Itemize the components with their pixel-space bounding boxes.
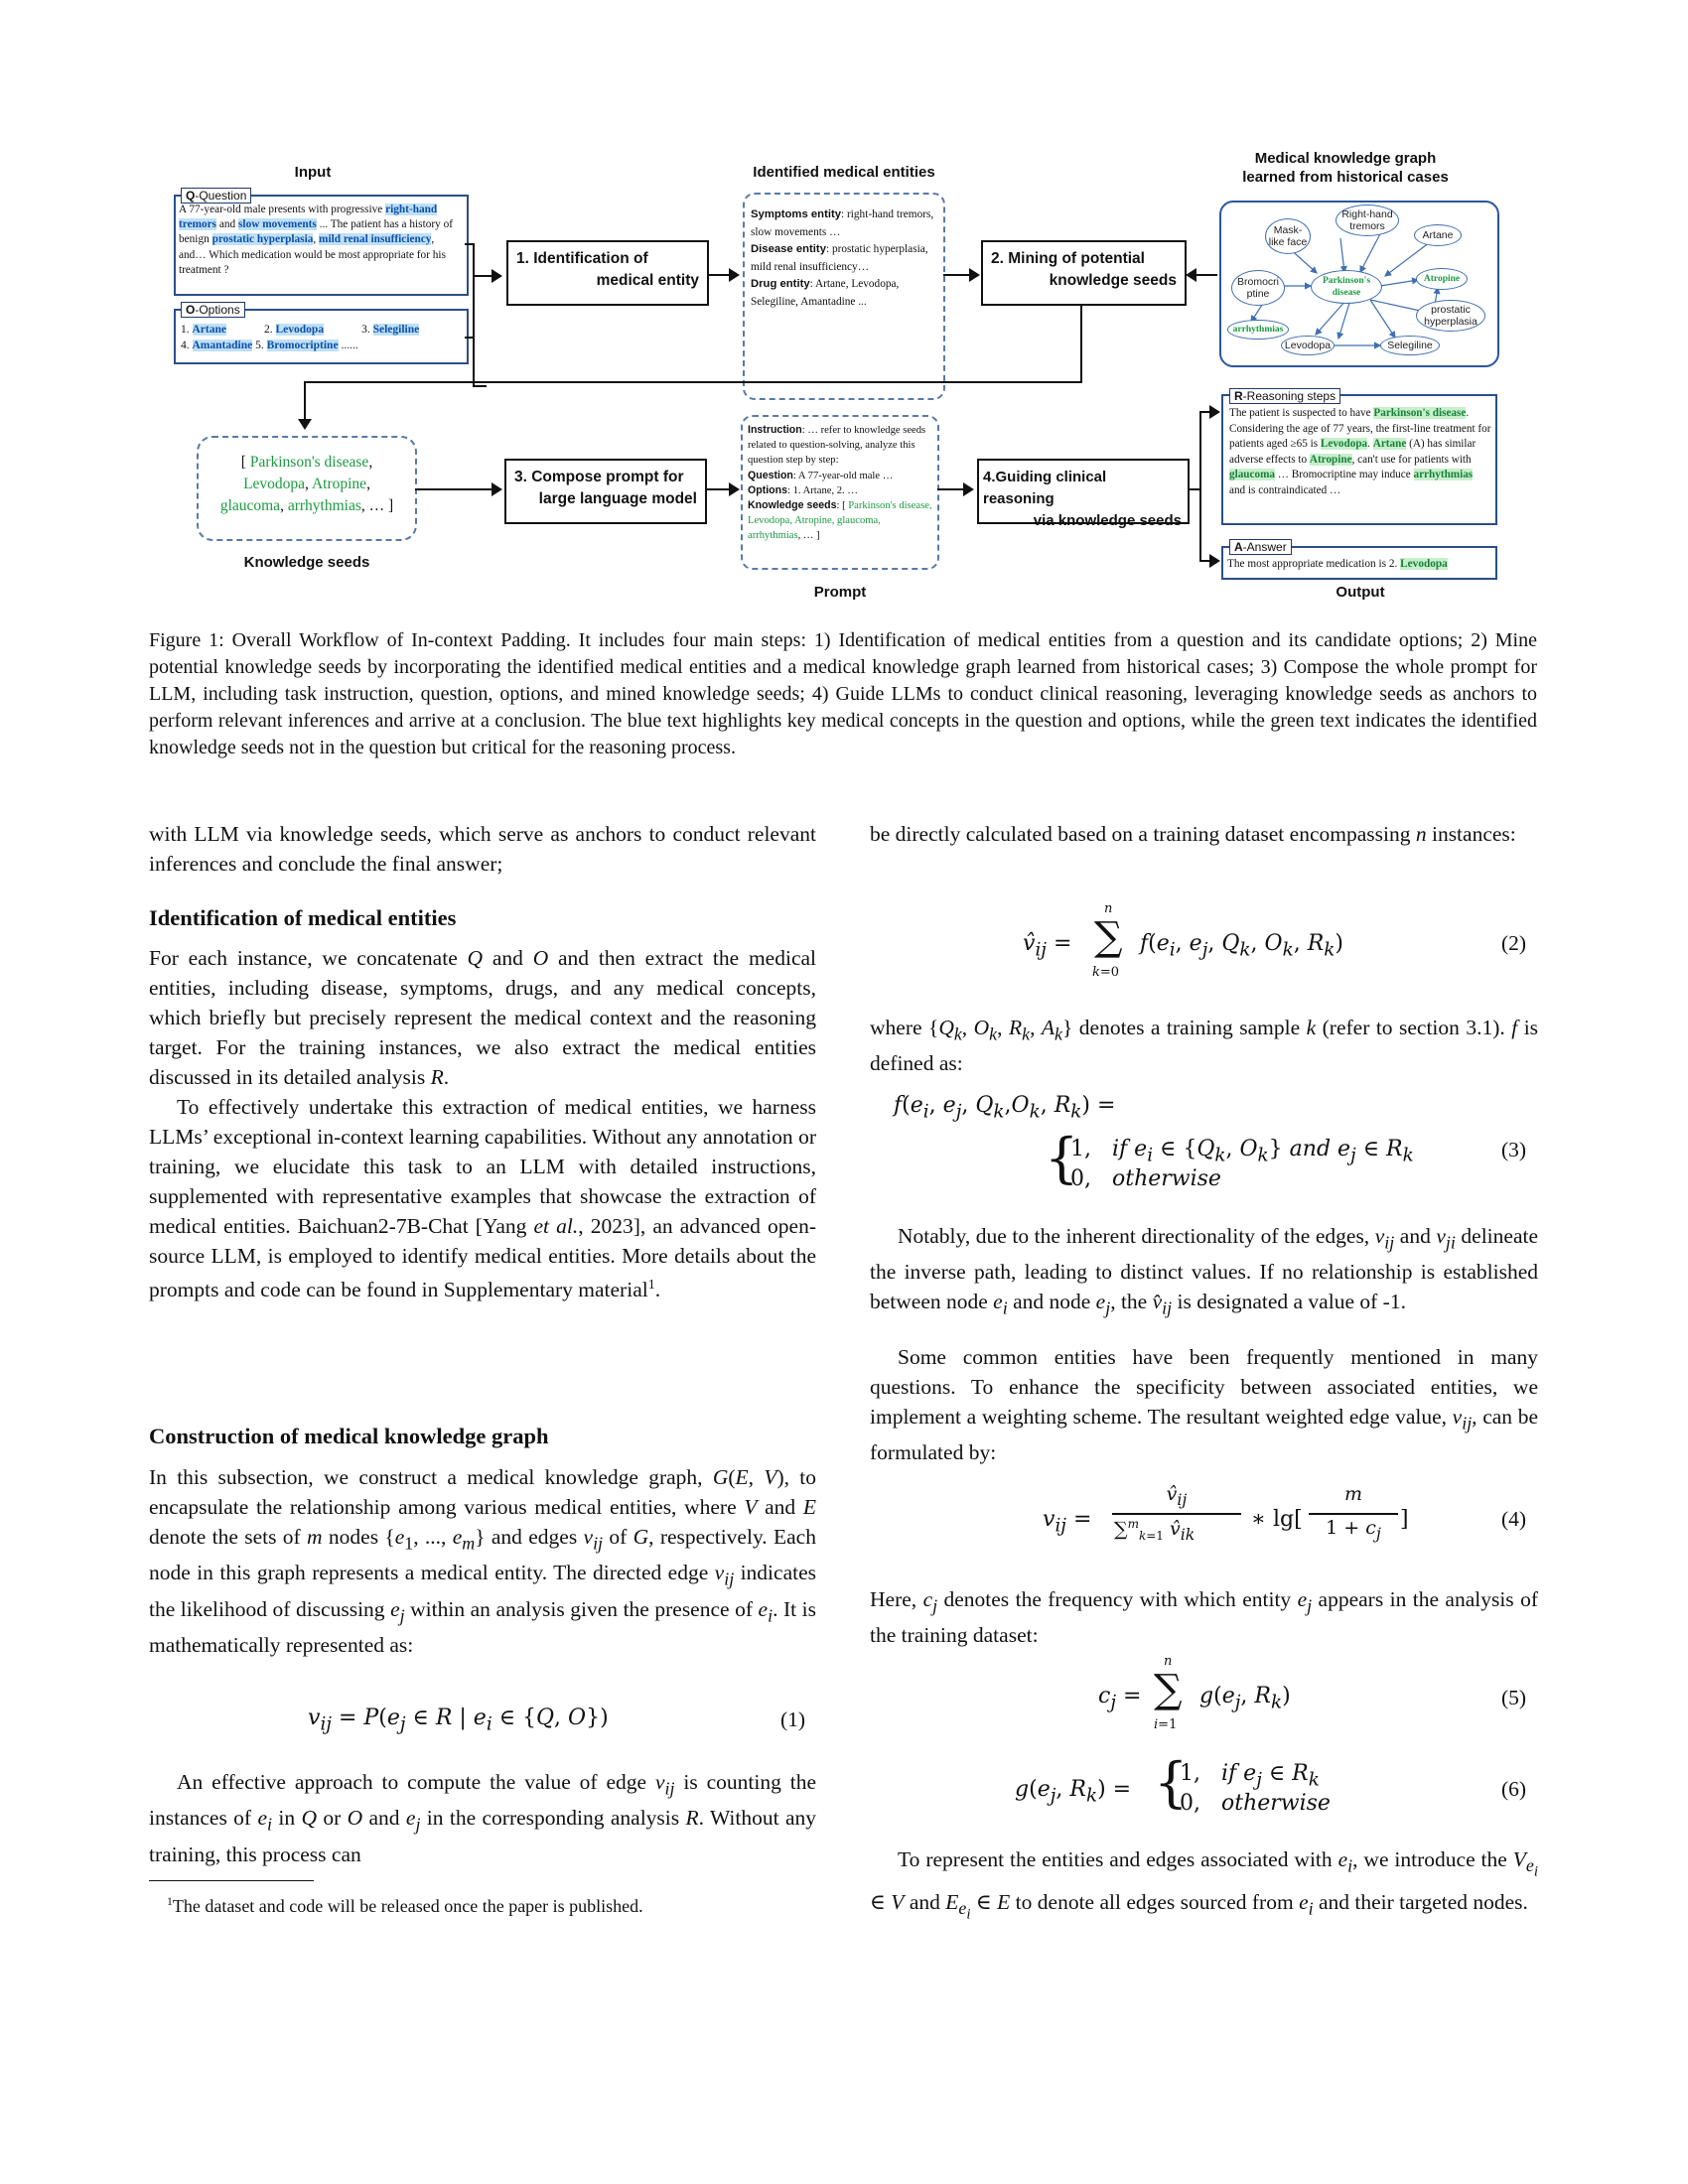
prompt-box: Instruction: … refer to knowledge seeds related to question-solving, analyze this question step by step: Question: A 77-year-old male … Options: 1. Artane, 2. … Knowledge seeds: [ Parkinson's disease, Levodopa, Atropine, glaucoma, arrhythmias, … ] [741, 415, 939, 570]
arrow-to-entities [729, 268, 740, 282]
left-p4: An effective approach to compute the value of edge $v_{ij}$ is counting the instances of $e_i$ in Q or O and $e_j$ in the corresponding analysis R. Without any training, this process can [149, 1770, 816, 1866]
kg-node-right-hand-tremors: Right-hand tremors [1336, 205, 1399, 236]
eq1-number: (1) [780, 1707, 806, 1731]
options-list: 1. Artane 2. Levodopa 3. Selegiline 4. Amantadine 5. Bromocriptine ...... [181, 324, 420, 351]
footnote-rule [149, 1880, 314, 1881]
kg-node-bromocriptine: Bromocri ptine [1231, 270, 1285, 306]
prompt-title: Prompt [813, 584, 867, 601]
figure-caption: Figure 1: Overall Workflow of In-context Padding. It includes four main steps: 1) Identification of medical entities from a question and its candidate options; 2) Mine potential knowledge seeds by incorporating the identified medical entities and a medical knowledge graph learned from historical cases; 3) Compose the whole prompt for LLM, including task instruction, question, options, and mined knowledge seeds; 4) Guide LLMs to conduct clinical reasoning, leveraging knowledge seeds as anchors to perform relevant inferences and arrive at a conclusion. The blue text highlights key medical concepts in the question and options, while the green text indicates the identified knowledge seeds not in the question but critical for the reasoning process. [149, 629, 1537, 758]
output-title: Output [1336, 584, 1385, 601]
entity-symptoms: Symptoms entity: right-hand tremors, slow movements … [751, 208, 934, 238]
kg-node-atropine: Atropine [1416, 268, 1468, 290]
arrow-to-step4 [963, 482, 974, 496]
equation-6: $g(e_j$, $R_k$) = { 1, if $e_j$ ∈ $R_k$ 0, otherwise [1015, 1751, 1331, 1816]
left-p2: To effectively undertake this extraction of medical entities, we harness LLMs’ exceptional in-context learning capabilities. Without any annotation or training, we elucidate this task to an LLM with detailed instructions, supplemented with representative examples that showcase the extraction of medical entities. Baichuan2-7B-Chat [Yang et al., 2023], an advanced open-source LLM, is employed to identify medical entities. More details about the prompts and code can be found in Supplementary material$^1$. [149, 1095, 816, 1302]
figure-1 [149, 149, 1539, 615]
input-title: Input [294, 164, 332, 181]
kg-node-artane: Artane [1414, 224, 1462, 246]
kg-node-prostatic-hyperplasia: prostatic hyperplasia [1416, 300, 1485, 332]
question-tag: Q-Question [181, 188, 251, 204]
equation-2: $v̂_{ij}$ = n ∑ k=0 $f(e_i$, $e_j$, $Q_k$, $O_k$, $R_k$) [1023, 901, 1343, 980]
right-p3: Some common entities have been frequently mentioned in many questions. To enhance the specificity between associated entities, we implement a weighting scheme. The resultant weighted edge value, $v_{ij}$, can be formulated by: [870, 1345, 1538, 1465]
footnote: $^1$The dataset and code will be released once the paper is published. [167, 1895, 643, 1916]
left-p0: with LLM via knowledge seeds, which serve as anchors to conduct relevant inferences and conclude the final answer; [149, 822, 816, 876]
eq3-number: (3) [1501, 1138, 1527, 1161]
question-box [174, 195, 469, 296]
kg-box [1219, 201, 1499, 367]
step2-box: 2. Mining of potential knowledge seeds [981, 240, 1187, 306]
eq2-number: (2) [1501, 931, 1527, 955]
kg-node-mask-like-face: Mask-like face [1265, 218, 1311, 254]
arrow-to-prompt [729, 482, 740, 496]
entity-drug: Drug entity: Artane, Levodopa, Selegiline, Amantadine ... [751, 278, 900, 308]
heading-identification: Identification of medical entities [149, 905, 457, 930]
arrow-to-step2 [969, 268, 980, 282]
entity-disease: Disease entity: prostatic hyperplasia, mild renal insufficiency… [751, 243, 928, 273]
options-tag: O-Options [181, 302, 245, 318]
entities-box [743, 193, 945, 400]
seeds-title: Knowledge seeds [243, 554, 370, 571]
right-p2: Notably, due to the inherent directionality of the edges, $v_{ij}$ and $v_{ji}$ delineate the inverse path, leading to distinct values. If no relationship is established between node $e_i$ and node $e_j$, the $v̂_{ij}$ is designated a value of -1. [870, 1224, 1539, 1318]
step4-box: 4.Guiding clinical reasoning via knowledge seeds [977, 459, 1190, 524]
arrow-from-kg [1186, 268, 1196, 282]
question-text: A 77-year-old male presents with progressive right-hand tremors and slow movements ... The patient has a history of benign prostatic hyperplasia, mild renal insufficiency, and… Which medication would be most appropriate for his treatment ? [179, 204, 454, 276]
right-p5: To represent the entities and edges associated with $e_i$, we introduce the $V_{e_i}$ ∈ V and $E_{e_i}$ ∈ E to denote all edges sourced from $e_i$ and their targeted nodes. [870, 1847, 1538, 1923]
right-p4: Here, $c_j$ denotes the frequency with which entity $e_j$ appears in the analysis of the training dataset: [870, 1587, 1538, 1648]
right-p1: where {$Q_k$, $O_k$, $R_k$, $A_k$} denotes a training sample k (refer to section 3.1). f is defined as: [870, 1016, 1539, 1076]
kg-node-selegiline: Selegiline [1380, 336, 1440, 355]
left-p3: In this subsection, we construct a medical knowledge graph, G(E, V), to encapsulate the relationship among various medical entities, where V and E denote the sets of m nodes {$e_1$, ..., $e_m$} and edges $v_{ij}$ of G, respectively. Each node in this graph represents a medical entity. The directed edge $v_{ij}$ indicates the likelihood of discussing $e_j$ within an analysis given the presence of $e_i$. It is mathematically represented as: [149, 1465, 817, 1657]
step1-box: 1. Identification of medical entity [506, 240, 709, 306]
kg-node-arrhythmias: arrhythmias [1227, 320, 1289, 340]
right-p0: be directly calculated based on a training dataset encompassing n instances: [870, 822, 1516, 846]
reasoning-tag: R-Reasoning steps [1229, 388, 1340, 404]
kg-title: Medical knowledge graph learned from historical cases [1242, 150, 1449, 186]
answer-box: The most appropriate medication is 2. Levodopa [1221, 546, 1497, 580]
entities-title: Identified medical entities [753, 164, 935, 181]
arrow-to-step1 [492, 269, 502, 283]
equation-5: $c_j$ = n ∑ i=1 $g(e_j$, $R_k$) [1098, 1654, 1291, 1732]
answer-tag: A-Answer [1229, 539, 1292, 555]
kg-node-levodopa: Levodopa [1281, 336, 1335, 355]
equation-3: $f(e_i$, $e_j$, $Q_k,O_k$, $R_k$) = { 1, if $e_i$ ∈ {$Q_k$, $O_k$} and $e_j$ ∈ $R_k$ 0, otherwise [894, 1093, 1414, 1191]
arrow-to-answer [1209, 554, 1220, 568]
arrow-to-seeds [298, 419, 312, 430]
step3-box: 3. Compose prompt for large language model [504, 459, 707, 524]
eq4-number: (4) [1501, 1507, 1527, 1531]
heading-construction: Construction of medical knowledge graph [149, 1424, 549, 1448]
arrow-to-step3 [492, 482, 502, 496]
left-p1: For each instance, we concatenate Q and O and then extract the medical entities, including disease, symptoms, drugs, and any medical concepts, which briefly but precisely represent the medical context and the reasoning target. For the training instances, we also extract the medical entities discussed in its detailed analysis R. [149, 946, 817, 1089]
equation-1: $v_{ij} = P(e_j$ ∈ R | $e_i$ ∈ {Q, O}) [308, 1706, 609, 1735]
reasoning-box: The patient is suspected to have Parkinson's disease. Considering the age of 77 years, the first-line treatment for patients aged ≥65 is Levodopa. Artane (A) has similar adverse effects to Atropine, can't use for patients with glaucoma … Bromocriptine may induce arrhythmias and is contraindicated … [1221, 394, 1497, 525]
seeds-list: [ Parkinson's disease, Levodopa, Atropine, glaucoma, arrhythmias, … ] [219, 454, 394, 514]
arrow-to-reasoning [1209, 405, 1220, 419]
knowledge-seeds-box [197, 436, 417, 541]
eq5-number: (5) [1501, 1686, 1527, 1709]
eq6-number: (6) [1501, 1777, 1527, 1801]
kg-node-parkinsons: Parkinson's disease [1311, 270, 1382, 304]
equation-4: $v_{ij}$ = $v̂_{ij}$ ∑$^m_{k=1}$ $v̂_{ik}$ ∗ lg[ m $1 + c_j$ ] [1043, 1483, 1409, 1545]
